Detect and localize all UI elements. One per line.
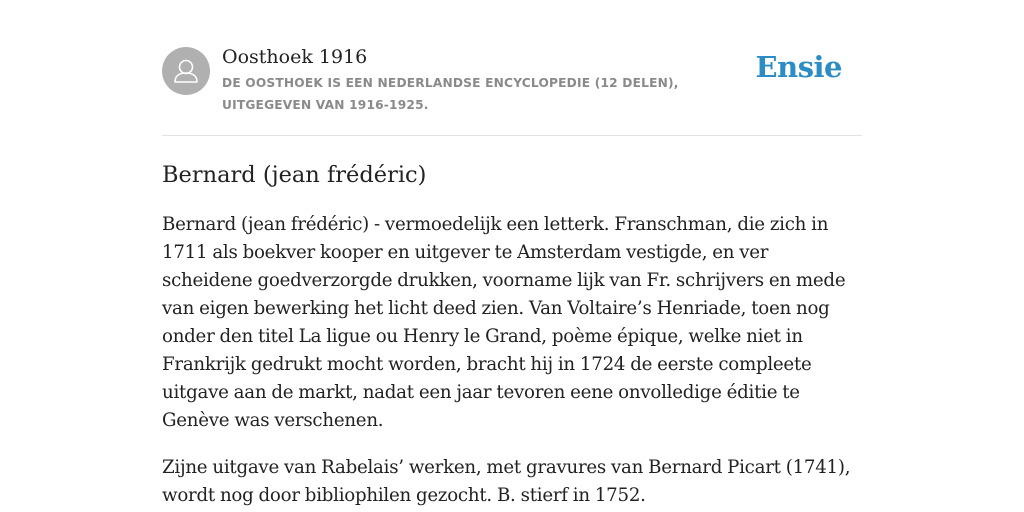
source-header [162,44,862,116]
source-description: DE OOSTHOEK IS EEN NEDERLANDSE ENCYCLOPEDIE (12 DELEN), UITGEGEVEN VAN 1916-1925. [222,76,679,112]
source-title[interactable]: Oosthoek 1916 [222,46,368,68]
source-avatar[interactable] [162,47,210,95]
ensie-logo[interactable]: Ensie [755,50,842,84]
user-icon [162,47,210,95]
header-divider [162,135,862,136]
entry-paragraph: Zijne uitgave van Rabelais’ werken, met gravures van Bernard Picart (1741), wordt nog door bibliophilen gezocht. B. stierf in 1752. [162,457,851,506]
entry-title: Bernard (jean frédéric) [162,162,427,188]
entry-paragraph: Bernard (jean frédéric) - vermoedelijk een letterk. Franschman, die zich in 1711 als boekver kooper en uitgever te Amsterdam vestigde, en ver scheidene goedverzorgde drukken, voorname lijk van Fr. schrijvers en mede van eigen bewerking het licht deed zien. Van Voltaire’s Henriade, toen nog onder den titel La ligue ou Henry le Grand, poème épique, welke niet in Frankrijk gedrukt mocht worden, bracht hij in 1724 de eerste compleete uitgave aan de markt, nadat een jaar tevoren eene onvolledige éditie te Genève was verschenen. [162,214,846,431]
article [162,158,862,510]
